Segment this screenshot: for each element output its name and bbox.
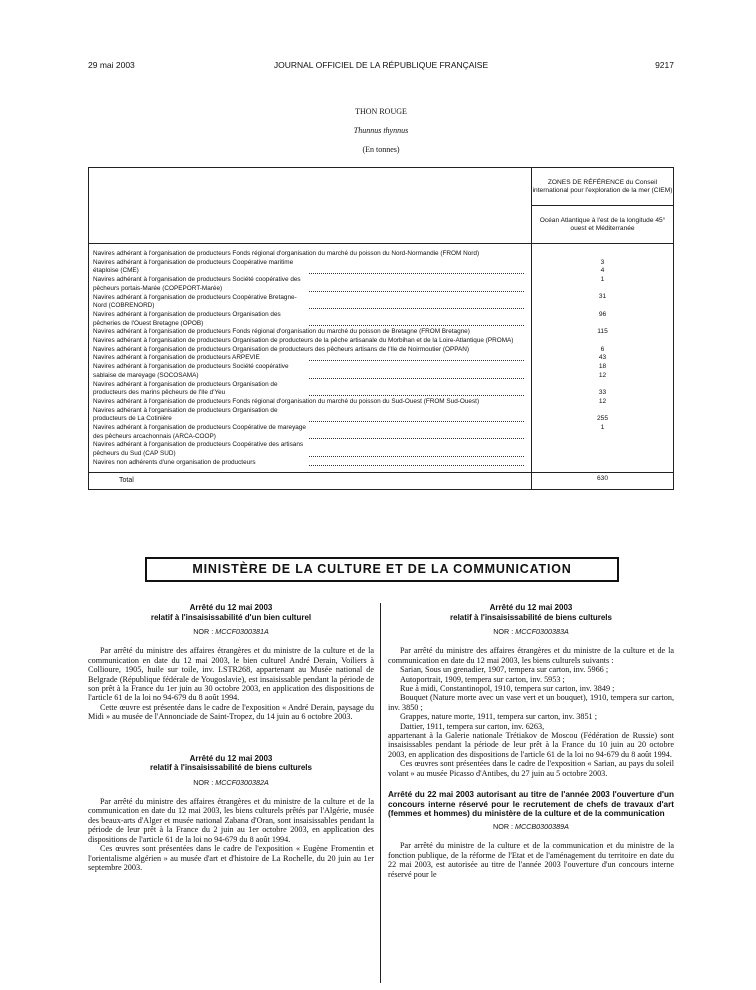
article-1-title: Arrêté du 12 mai 2003 <box>189 603 273 612</box>
table-header-blank <box>89 168 532 244</box>
header-date: 29 mai 2003 <box>88 60 135 70</box>
table-total-value: 630 <box>532 472 674 489</box>
column-divider <box>380 603 381 983</box>
table-row-value: 3 <box>600 258 605 266</box>
right-column <box>388 603 674 879</box>
article-1-paragraph-1: Par arrêté du ministre des affaires étrangères et du ministre de la culture et de la communication en date du 12 mai 2003, le bien culturel André Derain, Voiliers à Collioure, 1905, huile sur toile, inv. I.STR268, appartenant au Musée national de Belgrade (République fédérale de Yougoslavie), est insaisissable pendant la période de son prêt à la France du 1er juin au 30 octobre 2003, en application des dispositions de l'article 61 de la loi no 94-679 du 8 août 1994. <box>88 646 374 703</box>
table-row-labels <box>89 244 532 473</box>
table-row-label: Navires adhérant à l'organisation de producteurs Organisation de producteurs des pêcheurs artisans de l'Ile de Noirmoutier (OPPAN) <box>93 345 470 353</box>
table-row-value: 255 <box>596 415 608 423</box>
article-3-paragraph-2: appartenant à la Galerie nationale Trétiakov de Moscou (Fédération de Russie) sont insaisissables pendant la période de leur prêt à la France du 10 juin au 20 octobre 2003, en application des dispositions de l'article 61 de la loi no 94-679 du 8 août 1994. <box>388 731 674 759</box>
artwork-item: Dattier, 1911, tempera sur carton, inv. 6263, <box>400 721 545 731</box>
table-row-label: Navires adhérant à l'organisation de producteurs Organisation de producteurs de La Cotinière <box>93 407 525 424</box>
leader-dots <box>309 363 524 378</box>
quota-table <box>88 167 674 490</box>
article-1-paragraph-2: Cette œuvre est présentée dans le cadre de l'exposition « André Derain, paysage du Midi » au musée de l'Annonciade de Saint-Tropez, du 14 juin au 6 octobre 2003. <box>88 702 374 722</box>
table-row-label: Navires adhérant à l'organisation de producteurs Société coopérative des pêcheurs portais-Marée (COPEPORT-Marée) <box>93 276 525 293</box>
table-row-value: 43 <box>598 354 607 362</box>
header-page-number: 9217 <box>655 60 674 70</box>
table-row-value <box>532 285 673 294</box>
running-header <box>88 60 674 72</box>
article-2-subtitle: relatif à l'insaisissabilité de biens culturels <box>150 763 312 773</box>
article-4-nor: NOR : MCCB0300389A <box>493 821 569 831</box>
article-3-title: Arrêté du 12 mai 2003 <box>489 603 573 612</box>
table-row-value: 6 <box>600 345 605 353</box>
article-3-paragraph-3: Ces œuvres sont présentées dans le cadre de l'exposition « Sarian, au pays du soleil volant » au musée Picasso d'Antibes, du 27 juin au 5 octobre 2003. <box>388 759 674 778</box>
article-3-nor: NOR : MCCF0300383A <box>493 627 569 636</box>
table-unit: (En tonnes) <box>362 145 400 154</box>
table-row-label: Navires adhérant à l'organisation de producteurs Coopérative des artisans pêcheurs du Sud (CAP SUD) <box>93 441 525 458</box>
table-row-label: Navires adhérant à l'organisation de producteurs Fonds régional d'organisation du marché du poisson de Bretagne (FROM Bretagne) <box>93 328 470 336</box>
article-1-nor: NOR : MCCF0300381A <box>193 627 269 636</box>
table-latin-name: Thunnus thynnus <box>353 126 409 135</box>
table-row-value: 12 <box>598 371 607 379</box>
table-row-value: 1 <box>600 276 605 284</box>
table-row-label: Navires adhérant à l'organisation de producteurs Organisation de producteurs des marins pêcheurs de l'Ile d'Yeu <box>93 381 525 398</box>
table-row-value: 115 <box>597 328 608 336</box>
article-2-paragraph-2: Ces œuvres sont présentées dans le cadre de l'exposition « Eugène Fromentin et l'orientalisme algérien » au musée d'art et d'histoire de La Rochelle, du 20 juin au 1er septembre 2003. <box>88 844 374 872</box>
artwork-item: Autoportrait, 1909, tempera sur carton, inv. 5953 ; <box>400 674 565 684</box>
leader-dots <box>309 294 524 309</box>
article-2-nor: NOR : MCCF0300382A <box>193 777 269 787</box>
table-row-value: 31 <box>598 293 607 301</box>
artwork-item: Grappes, nature morte, 1911, tempera sur carton, inv. 3851 ; <box>400 712 597 722</box>
leader-dots <box>309 407 524 422</box>
table-row-label: Navires adhérant à l'organisation de producteurs ARPEVIE <box>93 354 525 363</box>
table-row-value: 33 <box>598 389 607 397</box>
table-row-value: 12 <box>598 397 607 405</box>
table-species: THON ROUGE <box>355 107 407 116</box>
leader-dots <box>309 459 524 466</box>
article-2-paragraph-1: Par arrêté du ministre des affaires étrangères et du ministre de la culture et de la communication en date du 12 mai 2003, les biens culturels prêtés par l'Algérie, musée des beaux-arts d'Alger et musée national Zabana d'Oran, sont insaisissables pendant la période de leur prêt à la France du 2 juin au 1er octobre 2003, en application des dispositions de l'article 61 de la loi no 94-679 du 8 août 1994. <box>88 797 374 844</box>
table-header-ocean: Océan Atlantique à l'est de la longitude 45° ouest et Méditerranée <box>532 206 674 244</box>
table-row-label: Navires adhérant à l'organisation de producteurs Organisation des pêcheries de l'Ouest Bretagne (OPOB) <box>93 311 525 328</box>
leader-dots <box>309 259 524 274</box>
article-2-title: Arrêté du 12 mai 2003 <box>189 753 273 763</box>
table-row-value: 96 <box>598 310 607 318</box>
table-row-values <box>532 244 674 473</box>
artwork-item: Rue à midi, Constantinopol, 1910, tempera sur carton, inv. 3849 ; <box>400 684 615 694</box>
leader-dots <box>309 354 524 361</box>
table-row-label: Navires adhérant à l'organisation de producteurs Organisation de producteurs de la pêche artisanale du Morbihan et de la Loire-Atlantique (PROMA) <box>93 337 514 345</box>
table-row-label: Navires adhérant à l'organisation de producteurs Fonds régional d'organisation du marché du poisson du Sud-Ouest (FROM Sud-Ouest) <box>93 397 480 405</box>
table-header-zones: ZONES DE RÉFÉRENCE du Conseil international pour l'exploration de la mer (CIEM) <box>532 168 674 206</box>
left-column <box>88 603 374 872</box>
ministry-banner: MINISTÈRE DE LA CULTURE ET DE LA COMMUNICATION <box>145 557 619 582</box>
leader-dots <box>309 441 524 456</box>
table-total-label: Total <box>89 472 532 489</box>
artwork-item: Sarian, Sous un grenadier, 1907, tempera sur carton, inv. 5966 ; <box>400 665 609 675</box>
article-3-subtitle: relatif à l'insaisissabilité de biens culturels <box>450 612 612 622</box>
table-row-label: Navires adhérant à l'organisation de producteurs Coopérative maritime étaploise (CME) <box>93 259 525 276</box>
leader-dots <box>309 311 524 326</box>
table-row-value: 4 <box>600 267 605 275</box>
table-row-value: 18 <box>598 362 607 370</box>
article-4-paragraph-1: Par arrêté du ministre de la culture et de la communication et du ministre de la fonction publique, de la réforme de l'Etat et de l'aménagement du territoire en date du 22 mai 2003, est autorisée au titre de l'année 2003 l'ouverture d'un concours interne réservé pour le <box>388 841 674 879</box>
article-3-paragraph-1: Par arrêté du ministre des affaires étrangères et du ministre de la culture et de la communication en date du 12 mai 2003, les biens culturels suivants : <box>388 646 674 665</box>
table-row-label: Navires non adhérents d'une organisation de producteurs <box>93 459 525 468</box>
table-row-label: Navires adhérant à l'organisation de producteurs Fonds régional d'organisation du marché du poisson du Nord-Normandie (FROM Nord) <box>93 250 480 257</box>
table-row-label: Navires adhérant à l'organisation de producteurs Coopérative Bretagne-Nord (COBRENORD) <box>93 294 525 311</box>
header-journal-title: JOURNAL OFFICIEL DE LA RÉPUBLIQUE FRANÇAISE <box>273 60 489 70</box>
article-1-subtitle: relatif à l'insaisissabilité d'un bien culturel <box>150 612 312 622</box>
leader-dots <box>309 276 524 291</box>
table-row-label: Navires adhérant à l'organisation de producteurs Société coopérative sablaise de mareyage (SOCOSAMA) <box>93 363 525 380</box>
artwork-item: Bouquet (Nature morte avec un vase vert et un bouquet), 1910, tempera sur carton, inv. 3850 ; <box>388 693 674 712</box>
article-4-title: Arrêté du 22 mai 2003 autorisant au titre de l'année 2003 l'ouverture d'un concours interne réservé pour le recrutement de chefs de travaux d'art (femmes et hommes) du ministère de la culture et de la communication <box>388 790 674 819</box>
leader-dots <box>309 424 524 439</box>
table-row-value <box>532 406 673 415</box>
table-row-label: Navires adhérant à l'organisation de producteurs Coopérative de mareyage des pêcheurs arcachonnais (ARCA-COOP) <box>93 424 525 441</box>
leader-dots <box>309 381 524 396</box>
table-row-value: 1 <box>600 423 605 431</box>
